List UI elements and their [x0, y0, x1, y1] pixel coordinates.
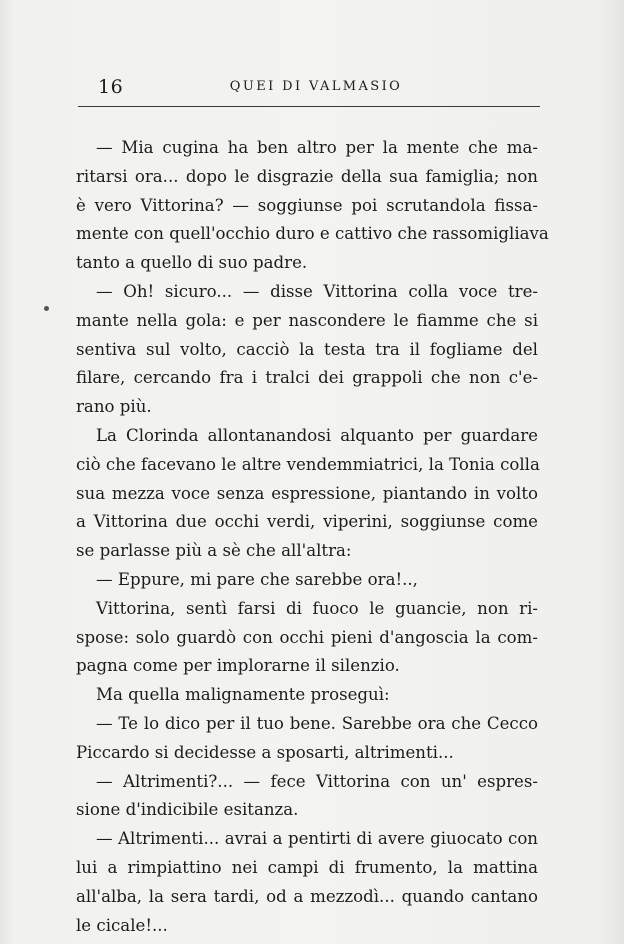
- text-line: — Eppure, mi pare che sarebbe ora!..,: [96, 569, 418, 589]
- text-line: ritarsi ora... dopo le disgrazie della sua famiglia; non: [76, 166, 538, 186]
- text-line: mente con quell'occhio duro e cattivo che rassomigliava: [76, 224, 549, 244]
- text-line: — Oh! sicuro... — disse Vittorina colla voce tre-: [96, 281, 538, 301]
- text-line: — Mia cugina ha ben altro per la mente che ma-: [96, 138, 538, 157]
- header-rule: [78, 106, 540, 107]
- text-line: è vero Vittorina? — soggiunse poi scrutandola fissa-: [76, 195, 538, 215]
- page-header: [78, 72, 540, 106]
- text-line: pagna come per implorarne il silenzio.: [76, 656, 400, 676]
- text-line: sentiva sul volto, cacciò la testa tra il fogliame del: [76, 339, 538, 359]
- text-line: le cicale!...: [76, 915, 168, 935]
- text-line: lui a rimpiattino nei campi di frumento, la mattina: [76, 857, 538, 877]
- text-line: se parlasse più a sè che all'altra:: [76, 541, 352, 561]
- text-line: all'alba, la sera tardi, od a mezzodì... quando cantano: [76, 886, 538, 906]
- text-line: sione d'indicibile esitanza.: [76, 800, 299, 820]
- page-number: 16: [98, 76, 124, 98]
- text-line: — Te lo dico per il tuo bene. Sarebbe ora che Cecco: [96, 713, 538, 733]
- text-line: tanto a quello di suo padre.: [76, 253, 308, 273]
- text-line: rano più.: [76, 397, 152, 417]
- ink-speck: [44, 306, 49, 311]
- text-line: mante nella gola: e per nascondere le fiamme che si: [76, 310, 538, 330]
- text-line: Vittorina, sentì farsi di fuoco le guancie, non ri-: [96, 598, 538, 618]
- text-line: ciò che facevano le altre vendemmiatrici, la Tonia colla: [76, 454, 540, 474]
- text-line: filare, cercando fra i tralci dei grappoli che non c'e-: [76, 368, 538, 388]
- text-line: La Clorinda allontanandosi alquanto per guardare: [96, 425, 538, 445]
- text-line: spose: solo guardò con occhi pieni d'angoscia la com-: [76, 627, 538, 647]
- body-text: [76, 134, 549, 940]
- text-line: Piccardo si decidesse a sposarti, altrimenti...: [76, 742, 454, 762]
- running-head: QUEI DI VALMASIO: [229, 79, 403, 94]
- text-line: sua mezza voce senza espressione, piantando in volto: [76, 483, 538, 503]
- text-line: — Altrimenti... avrai a pentirti di avere giuocato con: [96, 829, 538, 849]
- text-line: a Vittorina due occhi verdi, viperini, soggiunse come: [76, 512, 538, 532]
- text-line: — Altrimenti?... — fece Vittorina con un' espres-: [96, 771, 538, 791]
- text-line: Ma quella malignamente proseguì:: [96, 685, 390, 705]
